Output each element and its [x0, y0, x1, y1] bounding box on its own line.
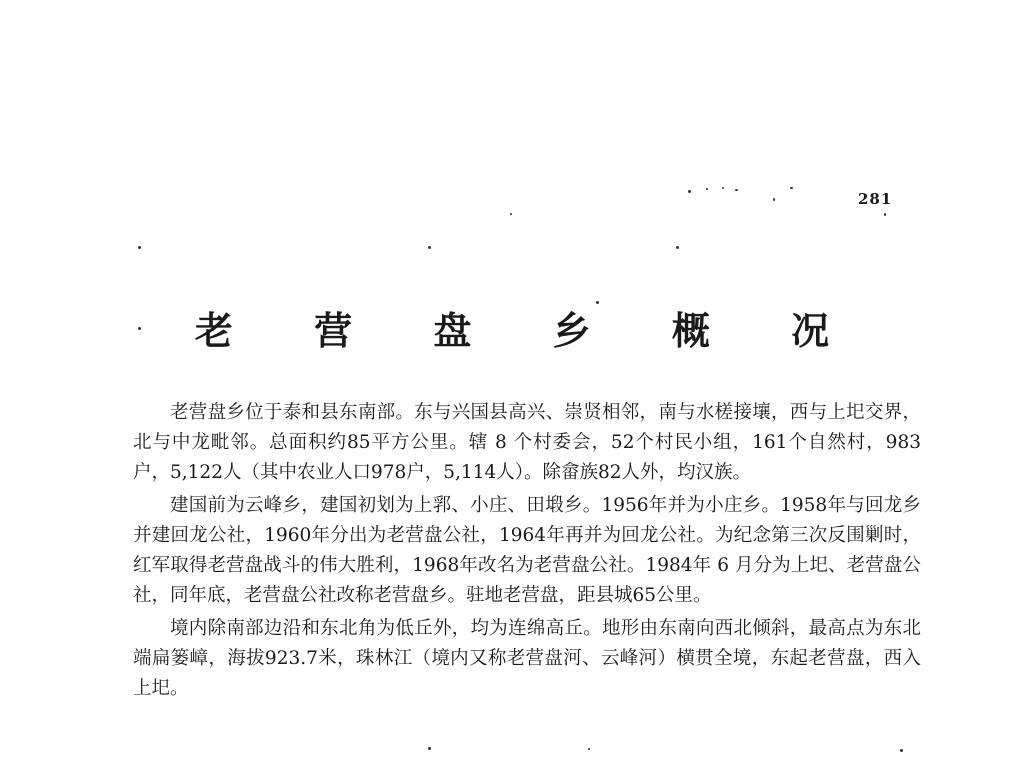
- scan-speck: [773, 198, 775, 201]
- scan-speck: [900, 749, 903, 752]
- scan-speck: [596, 301, 599, 304]
- scan-speck: [735, 189, 738, 191]
- scan-speck: [588, 748, 590, 750]
- scan-speck: [138, 327, 141, 330]
- body-text: [133, 398, 921, 707]
- scan-speck: [884, 213, 886, 216]
- paragraph-geography: 境内除南部边沿和东北角为低丘外，均为连绵高丘。地形由东南向西北倾斜，最高点为东北端扁篓嶂，海拔923.7米，珠林江（境内又称老营盘河、云峰河）横贯全境，东起老营盘，西入上圯。: [133, 618, 921, 699]
- scan-speck: [676, 246, 679, 249]
- scan-speck: [428, 246, 431, 249]
- scan-speck: [428, 747, 431, 750]
- scan-speck: [706, 188, 708, 190]
- page-title: 老 营 盘 乡 概 况: [194, 308, 864, 353]
- page-number: 281: [858, 190, 893, 208]
- paragraph-history: 建国前为云峰乡，建国初划为上郛、小庄、田塅乡。1956年并为小庄乡。1958年与回龙乡并建回龙公社，1960年分出为老营盘公社，1964年再并为回龙公社。为纪念第三次反围剿时，红军取得老营盘战斗的伟大胜利，1968年改名为老营盘公社。1984年 6 月分为上圯、老营盘公社，同年底，老营盘公社改称老营盘乡。驻地老营盘，距县城65公里。: [133, 495, 921, 606]
- paragraph-overview: 老营盘乡位于泰和县东南部。东与兴国县高兴、崇贤相邻，南与水槎接壤，西与上圯交界，北与中龙毗邻。总面积约85平方公里。辖 8 个村委会，52个村民小组，161个自然村，983户，5,122人（其中农业人口978户，5,114人）。除畲族82人外，均汉族。: [133, 402, 921, 483]
- scan-speck: [138, 246, 141, 249]
- scan-speck: [722, 187, 724, 189]
- scan-speck: [688, 190, 691, 193]
- scan-speck: [510, 213, 512, 215]
- scan-speck: [790, 187, 793, 189]
